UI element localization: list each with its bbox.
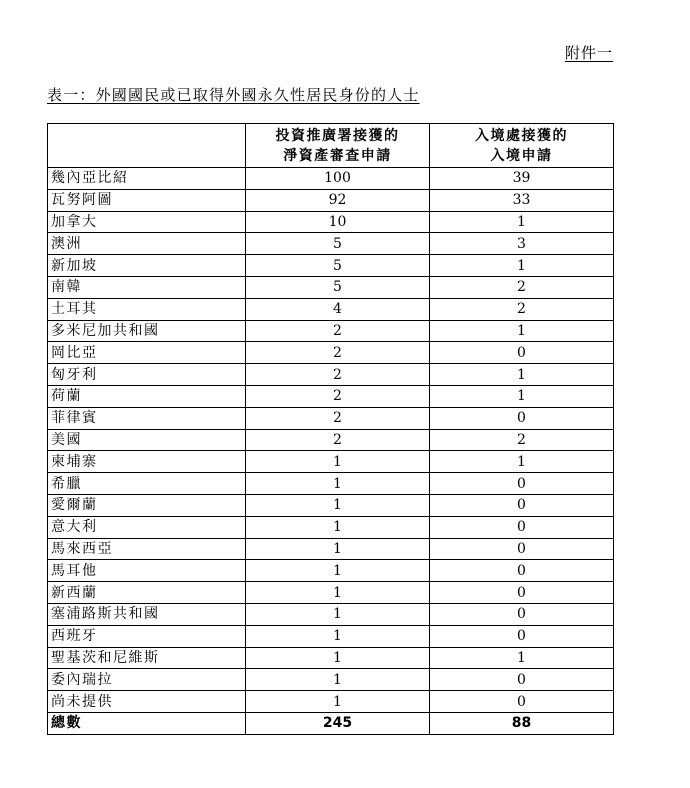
table-body — [48, 168, 614, 713]
investment-count-cell: 1 — [246, 603, 430, 625]
investment-count-cell: 2 — [246, 320, 430, 342]
table-row — [48, 429, 614, 451]
annex-label: 附件一 — [564, 44, 613, 62]
immigration-count-cell: 0 — [430, 691, 614, 713]
investment-count-cell: 4 — [246, 298, 430, 320]
immigration-count-cell: 3 — [430, 233, 614, 255]
investment-count-cell: 2 — [246, 429, 430, 451]
total-investment: 245 — [246, 712, 430, 734]
investment-count-cell: 1 — [246, 669, 430, 691]
country-cell: 荷蘭 — [48, 385, 246, 407]
immigration-count-cell: 0 — [430, 494, 614, 516]
country-cell: 馬來西亞 — [48, 538, 246, 560]
immigration-count-cell: 0 — [430, 516, 614, 538]
total-label: 總數 — [48, 712, 246, 734]
header-investment — [246, 124, 430, 168]
investment-count-cell: 1 — [246, 516, 430, 538]
table-row — [48, 276, 614, 298]
header-investment-line1: 投資推廣署接獲的 — [275, 127, 400, 144]
investment-count-cell: 1 — [246, 691, 430, 713]
investment-count-cell: 1 — [246, 538, 430, 560]
immigration-count-cell: 0 — [430, 407, 614, 429]
investment-count-cell: 2 — [246, 342, 430, 364]
immigration-count-cell: 0 — [430, 342, 614, 364]
country-cell: 意大利 — [48, 516, 246, 538]
country-cell: 尚未提供 — [48, 691, 246, 713]
country-cell: 匈牙利 — [48, 364, 246, 386]
immigration-count-cell: 1 — [430, 385, 614, 407]
investment-count-cell: 1 — [246, 451, 430, 473]
header-investment-line2: 淨資產審查申請 — [283, 147, 392, 164]
immigration-count-cell: 0 — [430, 473, 614, 495]
investment-count-cell: 100 — [246, 168, 430, 190]
country-cell: 新西蘭 — [48, 582, 246, 604]
table-footer — [48, 712, 614, 734]
table-row — [48, 669, 614, 691]
investment-count-cell: 2 — [246, 364, 430, 386]
table-row — [48, 516, 614, 538]
table-row — [48, 582, 614, 604]
country-cell: 馬耳他 — [48, 560, 246, 582]
country-cell: 柬埔寨 — [48, 451, 246, 473]
country-cell: 澳洲 — [48, 233, 246, 255]
table-title: 表一：外國國民或已取得外國永久性居民身份的人士 — [47, 86, 420, 104]
investment-count-cell: 1 — [246, 625, 430, 647]
immigration-count-cell: 0 — [430, 560, 614, 582]
immigration-count-cell: 0 — [430, 625, 614, 647]
investment-count-cell: 1 — [246, 582, 430, 604]
total-immigration: 88 — [430, 712, 614, 734]
country-cell: 南韓 — [48, 276, 246, 298]
country-cell: 新加坡 — [48, 255, 246, 277]
table-row — [48, 625, 614, 647]
table-row — [48, 168, 614, 190]
table-row — [48, 189, 614, 211]
table-row — [48, 320, 614, 342]
header-row — [48, 124, 614, 168]
country-cell: 岡比亞 — [48, 342, 246, 364]
immigration-count-cell: 0 — [430, 669, 614, 691]
table-row — [48, 211, 614, 233]
investment-count-cell: 1 — [246, 494, 430, 516]
table-row — [48, 560, 614, 582]
investment-count-cell: 92 — [246, 189, 430, 211]
immigration-count-cell: 1 — [430, 364, 614, 386]
country-cell: 幾內亞比紹 — [48, 168, 246, 190]
immigration-count-cell: 1 — [430, 255, 614, 277]
country-cell: 委內瑞拉 — [48, 669, 246, 691]
table-row — [48, 473, 614, 495]
investment-count-cell: 2 — [246, 407, 430, 429]
investment-count-cell: 1 — [246, 560, 430, 582]
country-cell: 多米尼加共和國 — [48, 320, 246, 342]
investment-count-cell: 2 — [246, 385, 430, 407]
immigration-count-cell: 0 — [430, 538, 614, 560]
country-cell: 塞浦路斯共和國 — [48, 603, 246, 625]
table-row — [48, 691, 614, 713]
immigration-count-cell: 1 — [430, 647, 614, 669]
table-row — [48, 494, 614, 516]
immigration-count-cell: 2 — [430, 276, 614, 298]
investment-count-cell: 5 — [246, 276, 430, 298]
table-row — [48, 647, 614, 669]
table-row — [48, 407, 614, 429]
country-cell: 加拿大 — [48, 211, 246, 233]
header-country — [48, 124, 246, 168]
immigration-count-cell: 1 — [430, 320, 614, 342]
table-row — [48, 298, 614, 320]
immigration-count-cell: 39 — [430, 168, 614, 190]
country-cell: 美國 — [48, 429, 246, 451]
table-row — [48, 538, 614, 560]
immigration-count-cell: 2 — [430, 298, 614, 320]
table-row — [48, 451, 614, 473]
table-row — [48, 603, 614, 625]
header-immigration-line2: 入境申請 — [490, 147, 553, 164]
country-cell: 瓦努阿圖 — [48, 189, 246, 211]
country-cell: 西班牙 — [48, 625, 246, 647]
immigration-count-cell: 1 — [430, 451, 614, 473]
investment-count-cell: 5 — [246, 255, 430, 277]
country-cell: 聖基茨和尼維斯 — [48, 647, 246, 669]
immigration-count-cell: 0 — [430, 603, 614, 625]
table-row — [48, 255, 614, 277]
country-cell: 希臘 — [48, 473, 246, 495]
investment-count-cell: 1 — [246, 473, 430, 495]
immigration-count-cell: 33 — [430, 189, 614, 211]
investment-count-cell: 5 — [246, 233, 430, 255]
immigration-count-cell: 0 — [430, 582, 614, 604]
investment-count-cell: 10 — [246, 211, 430, 233]
country-cell: 愛爾蘭 — [48, 494, 246, 516]
country-cell: 菲律賓 — [48, 407, 246, 429]
applications-table — [47, 123, 614, 735]
country-cell: 土耳其 — [48, 298, 246, 320]
table-row — [48, 364, 614, 386]
header-immigration-line1: 入境處接獲的 — [475, 127, 568, 144]
header-immigration — [430, 124, 614, 168]
immigration-count-cell: 2 — [430, 429, 614, 451]
table-row — [48, 233, 614, 255]
investment-count-cell: 1 — [246, 647, 430, 669]
table-row — [48, 385, 614, 407]
total-row — [48, 712, 614, 734]
immigration-count-cell: 1 — [430, 211, 614, 233]
table-row — [48, 342, 614, 364]
table-header — [48, 124, 614, 168]
